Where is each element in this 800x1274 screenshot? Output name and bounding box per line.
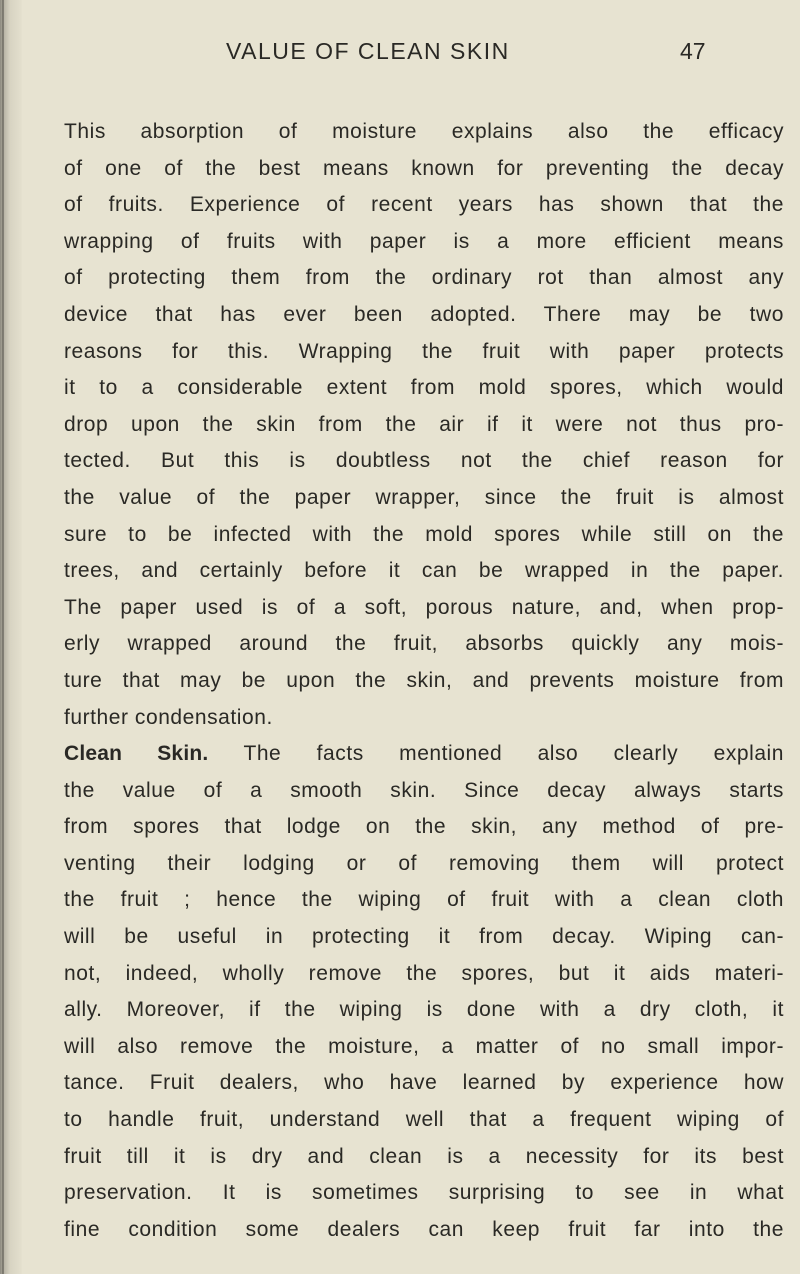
text-line: not, indeed, wholly remove the spores, but it aids materi-: [64, 961, 784, 985]
text-line: The paper used is of a soft, porous nature, and, when prop-: [64, 595, 784, 619]
text-line: will be useful in protecting it from decay. Wiping can-: [64, 925, 784, 949]
text-line: the value of a smooth skin. Since decay always starts: [64, 778, 784, 802]
text-line: the fruit ; hence the wiping of fruit with a clean cloth: [64, 888, 784, 912]
text-line: fine condition some dealers can keep fruit far into the: [64, 1217, 784, 1241]
text-line: of protecting them from the ordinary rot than almost any: [64, 266, 784, 290]
text-line: drop upon the skin from the air if it were not thus pro-: [64, 412, 784, 436]
binding-shadow-line: [2, 0, 4, 1274]
text-line: wrapping of fruits with paper is a more efficient means: [64, 229, 784, 253]
text-line: fruit till it is dry and clean is a necessity for its best: [64, 1144, 784, 1168]
text-line: to handle fruit, understand well that a frequent wiping of: [64, 1108, 784, 1132]
text-line: it to a considerable extent from mold spores, which would: [64, 376, 784, 400]
text-line: ally. Moreover, if the wiping is done with a dry cloth, it: [64, 998, 784, 1022]
body-text: [64, 114, 784, 1248]
text-line: venting their lodging or of removing them will protect: [64, 851, 784, 875]
text-line: ture that may be upon the skin, and prevents moisture from: [64, 668, 784, 692]
text-line: from spores that lodge on the skin, any method of pre-: [64, 815, 784, 839]
text-line: trees, and certainly before it can be wrapped in the paper.: [64, 559, 784, 583]
page-number: 47: [680, 38, 706, 64]
text-line: device that has ever been adopted. There may be two: [64, 302, 784, 326]
text-line: tected. But this is doubtless not the chief reason for: [64, 449, 784, 473]
text-line: of one of the best means known for preventing the decay: [64, 156, 784, 180]
text-line: the value of the paper wrapper, since the fruit is almost: [64, 485, 784, 509]
text-line: tance. Fruit dealers, who have learned by experience how: [64, 1071, 784, 1095]
page-header: [0, 38, 800, 78]
text-line: reasons for this. Wrapping the fruit with paper protects: [64, 339, 784, 363]
section-first-line-text: The facts mentioned also clearly explain: [243, 742, 784, 766]
text-line: This absorption of moisture explains also the efficacy: [64, 120, 784, 143]
text-line: erly wrapped around the fruit, absorbs quickly any mois-: [64, 632, 784, 656]
section-first-line: [64, 736, 784, 773]
running-title: VALUE OF CLEAN SKIN: [226, 38, 510, 64]
text-line: further condensation.: [64, 705, 273, 729]
text-line: will also remove the moisture, a matter of no small impor-: [64, 1034, 784, 1058]
page-binding-edge: [0, 0, 22, 1274]
text-line: of fruits. Experience of recent years has shown that the: [64, 193, 784, 217]
text-line: preservation. It is sometimes surprising to see in what: [64, 1181, 784, 1205]
text-line: sure to be infected with the mold spores while still on the: [64, 522, 784, 546]
section-heading: Clean Skin.: [64, 742, 209, 766]
